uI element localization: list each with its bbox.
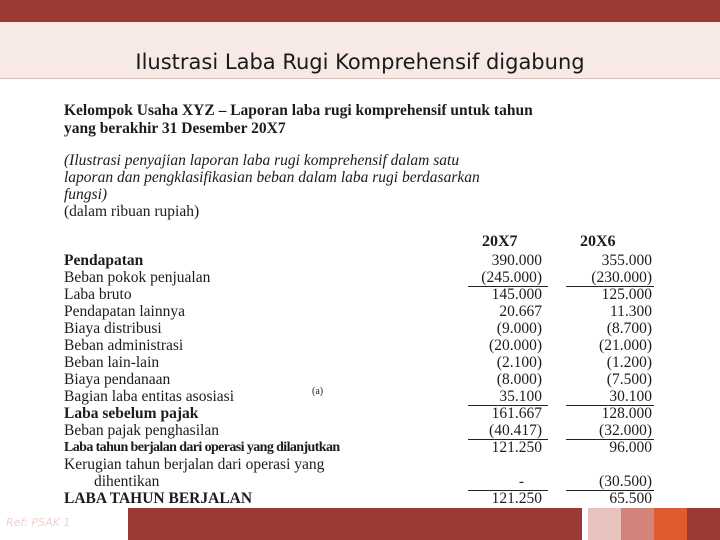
value-20x7: (8.000) xyxy=(496,371,542,388)
row-label: Biaya pendanaan xyxy=(64,371,171,388)
value-20x7: - xyxy=(518,473,524,490)
table-row xyxy=(64,269,680,286)
row-label: Biaya distribusi xyxy=(64,320,162,337)
value-20x7: (245.000) xyxy=(481,269,542,286)
value-20x7: (20.000) xyxy=(489,337,542,354)
value-20x6: 65.500 xyxy=(609,490,652,507)
slide-title: Ilustrasi Laba Rugi Komprehensif digabung xyxy=(135,50,585,74)
value-20x7: 121.250 xyxy=(491,490,542,507)
table-row xyxy=(64,388,680,405)
value-20x6: 11.300 xyxy=(609,303,652,320)
value-20x6: 128.000 xyxy=(601,405,652,422)
value-20x7: 20.667 xyxy=(499,303,542,320)
footnote-mark: (a) xyxy=(312,386,324,397)
report-unit: (dalam ribuan rupiah) xyxy=(64,203,200,220)
row-label: LABA TAHUN BERJALAN xyxy=(64,490,253,507)
row-label: Pendapatan xyxy=(64,252,144,269)
value-20x6: 355.000 xyxy=(601,252,652,269)
decor-square xyxy=(687,508,720,540)
value-20x6: 125.000 xyxy=(601,286,652,303)
report-note xyxy=(64,152,684,203)
value-20x7: 390.000 xyxy=(491,252,542,269)
top-bar xyxy=(0,0,720,22)
row-label: Kerugian tahun berjalan dari operasi yang xyxy=(64,456,325,473)
report-note-line1: (Ilustrasi penyajian laporan laba rugi komprehensif dalam satu xyxy=(64,152,460,169)
value-20x6: (32.000) xyxy=(599,422,652,439)
value-20x6: (230.000) xyxy=(591,269,652,286)
report-note-line2: laporan dan pengklasifikasian beban dalam laba rugi berdasarkan xyxy=(64,169,480,186)
table-row xyxy=(64,490,680,507)
report-heading-line1: Kelompok Usaha XYZ – Laporan laba rugi komprehensif untuk tahun xyxy=(64,102,533,119)
row-label: dihentikan xyxy=(94,473,160,490)
row-label: Beban pajak penghasilan xyxy=(64,422,219,439)
row-label: Beban lain-lain xyxy=(64,354,160,371)
decor-square xyxy=(588,508,621,540)
column-header-20x6: 20X6 xyxy=(580,233,616,250)
value-20x6: 30.100 xyxy=(609,388,652,405)
value-20x6: (21.000) xyxy=(599,337,652,354)
report-note-line3: fungsi) xyxy=(64,186,108,203)
table-row xyxy=(64,286,680,303)
value-20x6: (8.700) xyxy=(606,320,652,337)
row-label: Beban administrasi xyxy=(64,337,184,354)
value-20x7: (2.100) xyxy=(496,354,542,371)
value-20x6: (1.200) xyxy=(606,354,652,371)
row-label: Pendapatan lainnya xyxy=(64,303,185,320)
decor-square xyxy=(654,508,687,540)
report-heading-line2: yang berakhir 31 Desember 20X7 xyxy=(64,120,286,137)
row-label: Bagian laba entitas asosiasi xyxy=(64,388,235,405)
value-20x7: 145.000 xyxy=(491,286,542,303)
row-label: Laba bruto xyxy=(64,286,132,303)
row-label: Laba tahun berjalan dari operasi yang dilanjutkan xyxy=(64,440,340,455)
value-20x7: (40.417) xyxy=(489,422,542,439)
table-row xyxy=(64,422,680,439)
column-header-20x7: 20X7 xyxy=(482,233,518,250)
reference-label: Ref: PSAK 1 xyxy=(0,508,126,540)
table-row xyxy=(64,371,680,388)
table-row xyxy=(64,337,680,354)
value-20x7: 161.667 xyxy=(491,405,542,422)
report-heading xyxy=(64,102,684,138)
bottom-bar xyxy=(128,508,582,540)
table-row xyxy=(64,405,680,422)
table-row xyxy=(64,354,680,371)
table-row xyxy=(64,456,680,473)
value-20x7: 121.250 xyxy=(491,439,542,456)
value-20x6: (7.500) xyxy=(606,371,652,388)
table-row xyxy=(64,439,680,456)
table-row xyxy=(64,473,680,490)
table-row xyxy=(64,303,680,320)
row-label: Beban pokok penjualan xyxy=(64,269,211,286)
value-20x6: 96.000 xyxy=(609,439,652,456)
value-20x7: 35.100 xyxy=(499,388,542,405)
value-20x6: (30.500) xyxy=(599,473,652,490)
table-row xyxy=(64,320,680,337)
value-20x7: (9.000) xyxy=(496,320,542,337)
decor-square xyxy=(621,508,654,540)
row-label: Laba sebelum pajak xyxy=(64,405,199,422)
table-row xyxy=(64,252,680,269)
